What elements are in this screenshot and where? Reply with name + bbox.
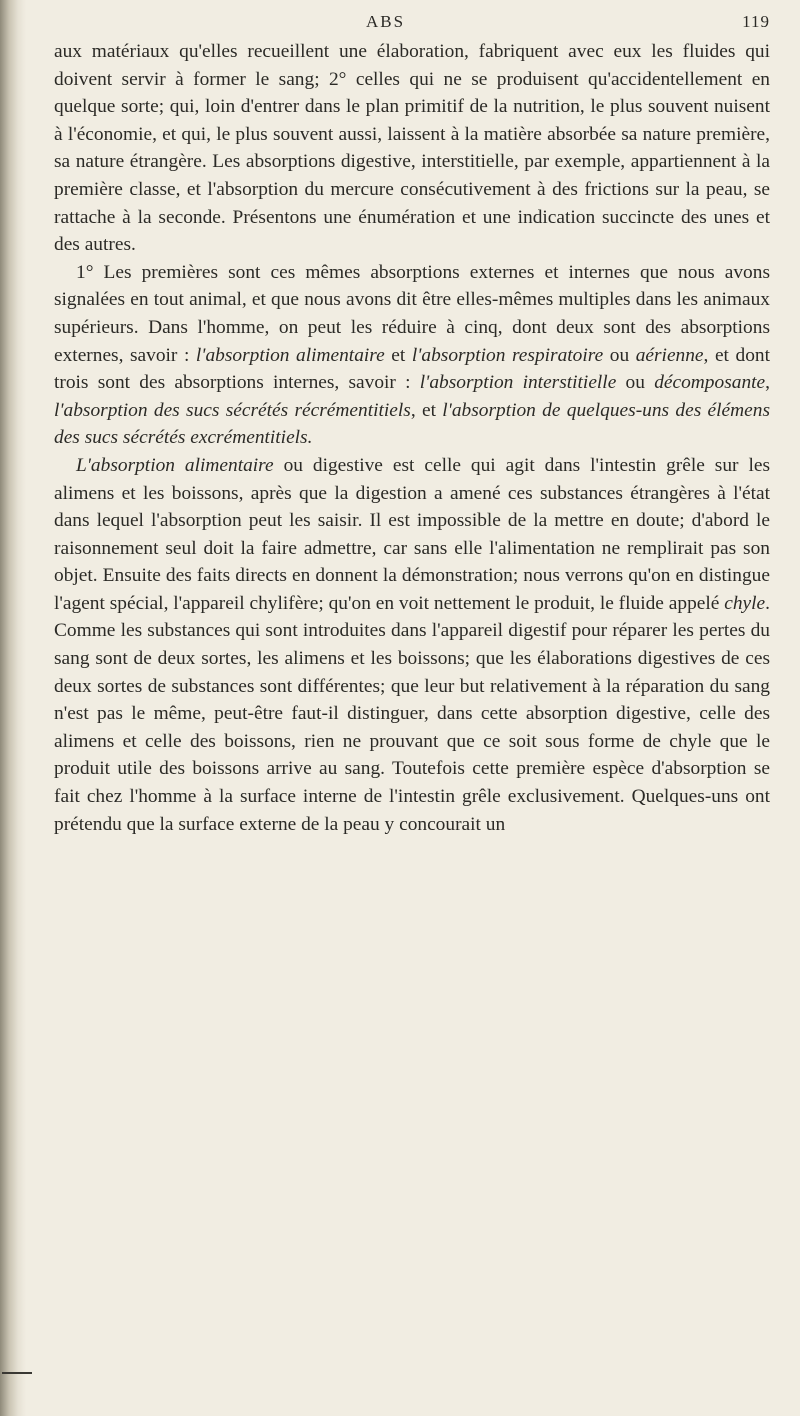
paragraph-text: et <box>384 344 412 366</box>
binding-gutter <box>0 0 26 1416</box>
italic-term: L'absorption alimentaire <box>76 454 274 476</box>
book-page <box>54 12 770 838</box>
paragraph-text: . Comme les substances qui sont introduites dans l'appareil digestif pour réparer les pertes du sang sont de deux sortes, les alimens et les boissons; que les élaborations digestives de ces deux sortes de substances sont différentes; que leur but relativement à la réparation du sang n'est pas le même, peut-être faut-il distinguer, dans cette absorption digestive, celle des alimens et celle des boissons, rien ne prouvant que ce soit sous forme de chyle que le produit utile des boissons arrive au sang. Toutefois cette première espèce d'absorption se fait chez l'homme à la surface interne de l'intestin grêle exclusivement. Quelques-uns ont prétendu que la surface externe de la peau y concourait un <box>54 592 770 835</box>
paragraph-text: ou <box>603 344 636 366</box>
italic-term: chyle <box>724 592 766 614</box>
paragraph-continuation <box>54 38 770 259</box>
running-title: ABS <box>366 12 406 31</box>
paragraph-text: , <box>765 372 770 394</box>
margin-rule <box>2 1372 32 1374</box>
paragraph-text: , et <box>410 399 443 421</box>
running-head <box>54 12 770 38</box>
paragraph-alimentary-absorption <box>54 452 770 838</box>
paragraph-text: , et dont trois sont des absorptions internes, savoir : <box>54 344 770 394</box>
page-number: 119 <box>742 12 770 31</box>
italic-term: l'absorption des sucs sécrétés récrémentitiels <box>54 399 411 421</box>
paragraph-first-absorptions <box>54 259 770 452</box>
italic-term: l'absorption interstitielle <box>419 372 617 394</box>
italic-term: l'absorption respiratoire <box>411 344 604 366</box>
body-text <box>54 38 770 838</box>
italic-term: l'absorption de quelques-uns des élémens des sucs sécrétés excrémentitiels. <box>54 399 771 449</box>
paragraph-text: ou <box>616 372 655 394</box>
paragraph-text: ou digestive est celle qui agit dans l'intestin grêle sur les alimens et les boissons, après que la digestion a amené ces substances étrangères à l'état dans lequel l'absorption peut les saisir. Il est impossible de la mettre en doute; d'abord le raisonnement seul doit la faire admettre, car sans elle l'alimentation ne remplirait pas son objet. Ensuite des faits directs en donnent la démonstration; nous verrons qu'on en distingue l'agent spécial, l'appareil chylifère; qu'on en voit nettement le produit, le fluide appelé <box>54 454 771 614</box>
italic-term: décomposante <box>654 372 766 394</box>
paragraph-text: 1° Les premières sont ces mêmes absorptions externes et internes que nous avons signalées en tout animal, et que nous avons dit être elles-mêmes multiples dans les animaux supérieurs. Dans l'homme, on peut les réduire à cinq, dont deux sont des absorptions externes, savoir : <box>54 261 770 366</box>
italic-term: aérienne <box>635 344 704 366</box>
paragraph-text: aux matériaux qu'elles recueillent une élaboration, fabriquent avec eux les fluides qui doivent servir à former le sang; 2° celles qui ne se produisent qu'accidentellement en quelque sorte; qui, loin d'entrer dans le plan primitif de la nutrition, le plus souvent nuisent à l'économie, et qui, le plus souvent aussi, laissent à la matière absorbée sa nature première, sa nature étrangère. Les absorptions digestive, interstitielle, par exemple, appartiennent à la première classe, et l'absorption du mercure consécutivement à des frictions sur la peau, se rattache à la seconde. Présentons une énumération et une indication succincte des unes et des autres. <box>54 41 770 256</box>
italic-term: l'absorption alimentaire <box>195 344 385 366</box>
